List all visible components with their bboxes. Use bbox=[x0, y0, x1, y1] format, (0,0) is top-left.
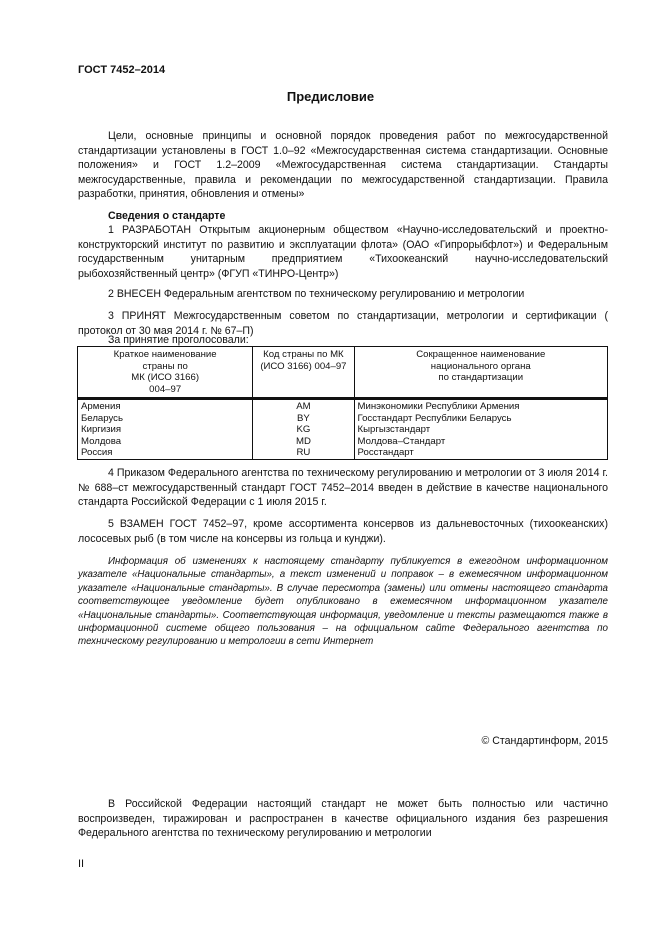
cell-country: Молдова bbox=[78, 436, 253, 448]
header-line: национального органа bbox=[430, 360, 531, 372]
notice-paragraph bbox=[78, 555, 608, 649]
table-row bbox=[78, 399, 608, 413]
table-row bbox=[78, 413, 608, 425]
cell-country: Беларусь bbox=[78, 413, 253, 425]
info-heading: Сведения о стандарте bbox=[108, 210, 226, 222]
table-row bbox=[78, 447, 608, 459]
info-item-4 bbox=[78, 466, 608, 510]
header-line: Сокращенное наименование bbox=[416, 349, 546, 360]
item-2-text: 2 ВНЕСЕН Федеральным агентством по техническому регулированию и метрологии bbox=[108, 288, 525, 300]
header-line: (ИСО 3166) 004–97 bbox=[260, 360, 347, 372]
cell-body: Росстандарт bbox=[354, 447, 607, 459]
item-1-text: 1 РАЗРАБОТАН Открытым акционерным обществом «Научно-исследовательский и проектно-конструкторский институт по развитию и эксплуатации флота» (ОАО «Гипрорыбфлот») и Федеральным государственным унитарным предприятием «Тихоокеанский научно-исследовательский рыбохозяйственный центр» (ФГУП «ТИНРО-Центр») bbox=[78, 224, 608, 280]
header-line: страны по bbox=[142, 360, 188, 372]
table-row bbox=[78, 424, 608, 436]
cell-country: Киргизия bbox=[78, 424, 253, 436]
cell-body: Кыргызстандарт bbox=[354, 424, 607, 436]
cell-code: BY bbox=[253, 413, 354, 425]
page-title: Предисловие bbox=[286, 89, 375, 104]
cell-code: RU bbox=[253, 447, 354, 459]
voted-label: За принятие проголосовали: bbox=[108, 334, 249, 346]
restriction-text: В Российской Федерации настоящий стандарт не может быть полностью или частично воспроизведен, тиражирован и распространен в качестве официального издания без разрешения Федерального агентства по техническому регулированию и метрологии bbox=[78, 798, 608, 840]
item-3-text: 3 ПРИНЯТ Межгосударственным советом по стандартизации, метрологии и сертификации ( протокол от 30 мая 2014 г. № 67–П) bbox=[78, 310, 608, 337]
item-4-text: 4 Приказом Федерального агентства по техническому регулированию и метрологии от 3 июля 2014 г. № 688–ст межгосударственный стандарт ГОСТ 7452–2014 введен в действие в качестве национального стандарта Российской Федерации с 1 июля 2015 г. bbox=[78, 467, 608, 509]
cell-code: AM bbox=[253, 399, 354, 413]
info-item-2 bbox=[78, 287, 608, 302]
cell-code: KG bbox=[253, 424, 354, 436]
page-number: II bbox=[78, 858, 85, 870]
item-5-text: 5 ВЗАМЕН ГОСТ 7452–97, кроме ассортимента консервов из дальневосточных (тихоокеанских) лососевых рыб (в том числе на консервы из гольца и кунджи). bbox=[78, 518, 608, 545]
info-item-5 bbox=[78, 517, 608, 546]
cell-body: Молдова–Стандарт bbox=[354, 436, 607, 448]
col-header-country bbox=[78, 347, 253, 399]
notice-text: Информация об изменениях к настоящему стандарту публикуется в ежегодном информационном указателе «Национальные стандарты», а текст изменений и поправок – в ежемесячном информационном указателе «Национальные стандарты». В случае пересмотра (замены) или отмены настоящего стандарта соответствующее уведомление будет опубликовано в ежемесячном информационном указателе «Национальные стандарты». Соответствующая информация, уведомление и тексты размещаются также в информационной системе общего пользования – на официальном сайте Федерального агентства по техническому регулированию и метрологии в сети Интернет bbox=[78, 556, 608, 648]
col-header-body bbox=[354, 347, 607, 399]
cell-body: Госстандарт Республики Беларусь bbox=[354, 413, 607, 425]
col-header-code bbox=[253, 347, 354, 399]
cell-body: Минэкономики Республики Армения bbox=[354, 399, 607, 413]
intro-paragraph bbox=[78, 129, 608, 202]
cell-country: Армения bbox=[78, 399, 253, 413]
info-item-1 bbox=[78, 223, 608, 281]
document-code: ГОСТ 7452–2014 bbox=[78, 64, 166, 76]
restriction-paragraph bbox=[78, 797, 608, 841]
header-line: по стандартизации bbox=[438, 372, 524, 383]
header-line: Код страны по МК bbox=[263, 349, 344, 360]
intro-text: Цели, основные принципы и основной порядок проведения работ по межгосударственной стандартизации установлены в ГОСТ 1.0–92 «Межгосударственная система стандартизации. Основные положения» и ГОСТ 1.2–2009 «Межгосударственная система стандартизации. Стандарты межгосударственные, правила и рекомендации по межгосударственной стандартизации. Правила разработки, принятия, обновления и отмены» bbox=[78, 130, 608, 201]
header-line: МК (ИСО 3166) bbox=[131, 372, 200, 383]
header-line: 004–97 bbox=[149, 383, 182, 395]
voting-table bbox=[77, 346, 608, 460]
cell-country: Россия bbox=[78, 447, 253, 459]
cell-code: MD bbox=[253, 436, 354, 448]
table-header-row bbox=[78, 347, 608, 399]
copyright: © Стандартинформ, 2015 bbox=[481, 735, 608, 747]
header-line: Краткое наименование bbox=[113, 349, 217, 360]
table-row bbox=[78, 436, 608, 448]
